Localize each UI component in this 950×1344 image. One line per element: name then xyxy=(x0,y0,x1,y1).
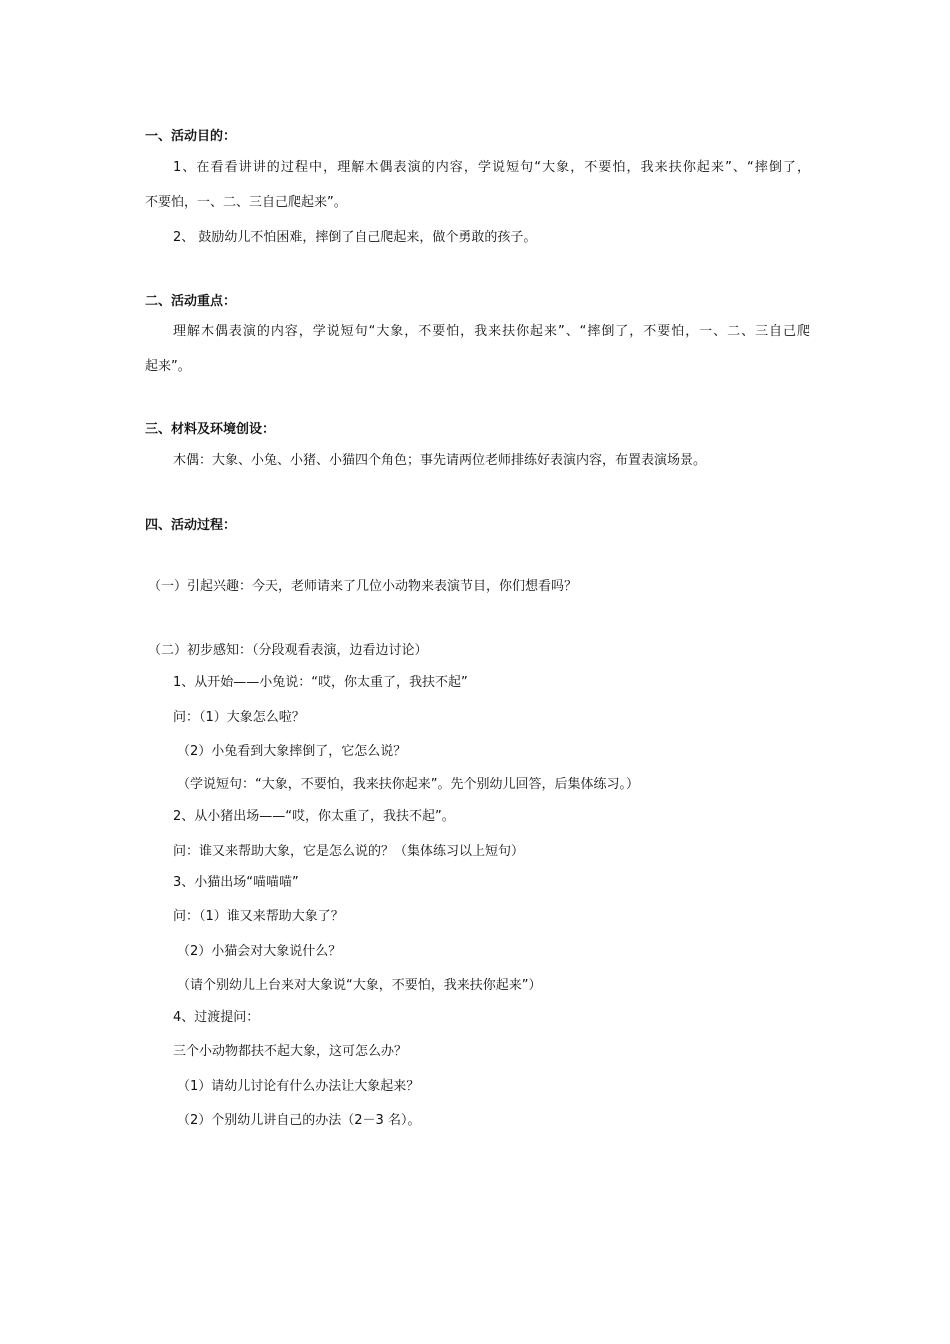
focus-line-2: 起来”。 xyxy=(145,359,191,374)
materials-text: 木偶：大象、小兔、小猪、小猫四个角色；事先请两位老师排练好表演内容，布置表演场景。 xyxy=(173,453,707,468)
goal-1-line-2: 不要怕，一、二、三自己爬起来”。 xyxy=(145,195,347,210)
process-line: 三个小动物都扶不起大象，这可怎么办？ xyxy=(173,1044,408,1059)
heading-activity-goals: 一、活动目的： xyxy=(145,129,237,144)
process-line: 问：谁又来帮助大象，它是怎么说的？（集体练习以上短句） xyxy=(173,844,525,859)
process-line: 3、小猫出场“喵喵喵” xyxy=(173,875,299,890)
process-part-1: （一）引起兴趣：今天，老师请来了几位小动物来表演节目，你们想看吗？ xyxy=(148,579,578,594)
focus-line-1: 理解木偶表演的内容，学说短句“大象，不要怕，我来扶你起来”、“摔倒了，不要怕，一、二、三自己爬 xyxy=(173,324,810,339)
process-line: （2）小猫会对大象说什么？ xyxy=(177,944,342,959)
heading-activity-process: 四、活动过程： xyxy=(145,518,237,533)
goal-1-line-1: 1、在看看讲讲的过程中，理解木偶表演的内容，学说短句“大象，不要怕，我来扶你起来”、“摔倒了， xyxy=(173,160,810,175)
process-line: （学说短句：“大象，不要怕，我来扶你起来”。先个别幼儿回答，后集体练习。） xyxy=(177,777,639,792)
process-line: 问：（1）谁又来帮助大象了？ xyxy=(173,909,344,924)
process-line: 1、从开始——小兔说：“哎，你太重了，我扶不起” xyxy=(173,675,468,690)
process-line: 问：（1）大象怎么啦？ xyxy=(173,710,305,725)
process-line: （2）小兔看到大象摔倒了，它怎么说？ xyxy=(177,744,407,759)
process-line: （2）个别幼儿讲自己的办法（2－3 名）。 xyxy=(177,1113,421,1128)
process-line: 2、从小猪出场——“哎，你太重了，我扶不起”。 xyxy=(173,809,455,824)
process-line: 4、过渡提问： xyxy=(173,1010,260,1025)
process-line: （1）请幼儿讨论有什么办法让大象起来？ xyxy=(177,1079,420,1094)
process-part-2: （二）初步感知：（分段观看表演，边看边讨论） xyxy=(148,643,428,658)
heading-materials: 三、材料及环境创设： xyxy=(145,422,276,437)
process-line: （请个别幼儿上台来对大象说“大象，不要怕，我来扶你起来”） xyxy=(177,978,542,993)
heading-activity-focus: 二、活动重点： xyxy=(145,294,237,309)
goal-2: 2、 鼓励幼儿不怕困难，摔倒了自己爬起来，做个勇敢的孩子。 xyxy=(173,230,537,245)
